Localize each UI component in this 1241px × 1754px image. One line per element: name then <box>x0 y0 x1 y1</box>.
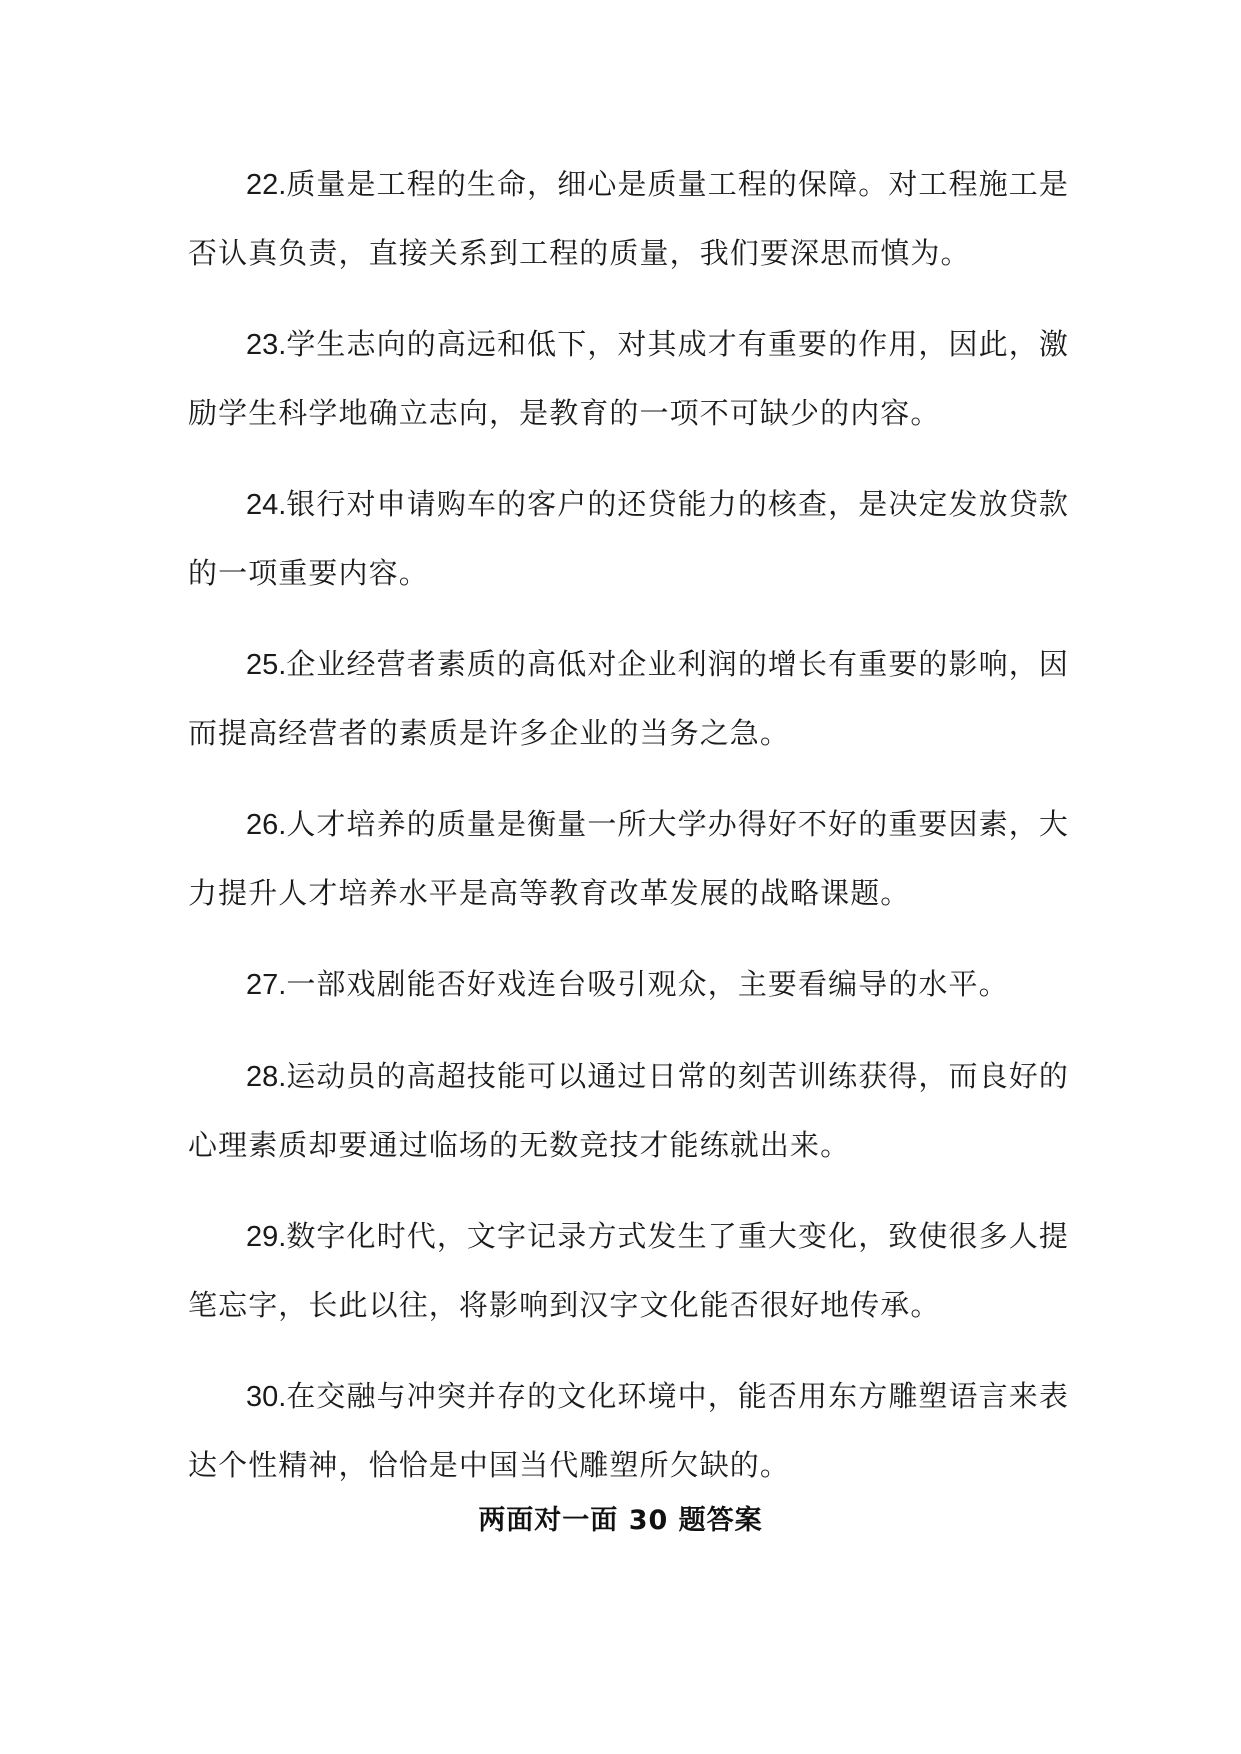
question-number: 28. <box>246 1061 287 1093</box>
question-number: 23. <box>246 329 287 361</box>
question-23 <box>188 310 1069 447</box>
question-24 <box>188 470 1069 607</box>
question-line <box>188 1042 1069 1111</box>
question-text: 运动员的高超技能可以通过日常的刻苦训练获得，而良好的 <box>286 1059 1069 1093</box>
question-line <box>188 630 1069 699</box>
question-line: 的一项重要内容。 <box>188 556 429 590</box>
question-number: 30. <box>246 1381 287 1413</box>
question-number: 25. <box>246 649 287 681</box>
question-text: 一部戏剧能否好戏连台吸引观众，主要看编导的水平。 <box>286 967 1009 1001</box>
question-line: 心理素质却要通过临场的无数竞技才能练就出来。 <box>188 1128 851 1162</box>
question-line: 力提升人才培养水平是高等教育改革发展的战略课题。 <box>188 876 911 910</box>
question-text: 数字化时代，文字记录方式发生了重大变化，致使很多人提 <box>286 1219 1069 1253</box>
question-line: 励学生科学地确立志向，是教育的一项不可缺少的内容。 <box>188 396 941 430</box>
question-29 <box>188 1202 1069 1339</box>
question-text: 质量是工程的生命，细心是质量工程的保障。对工程施工是 <box>286 167 1069 201</box>
question-30 <box>188 1362 1069 1499</box>
question-number: 24. <box>246 489 287 521</box>
question-line: 笔忘字，长此以往，将影响到汉字文化能否很好地传承。 <box>188 1288 941 1322</box>
question-27 <box>188 950 1058 1019</box>
question-line <box>188 1362 1069 1431</box>
question-text: 学生志向的高远和低下，对其成才有重要的作用，因此，激 <box>286 327 1069 361</box>
question-line: 而提高经营者的素质是许多企业的当务之急。 <box>188 716 791 750</box>
question-number: 29. <box>246 1221 287 1253</box>
question-26 <box>188 790 1069 927</box>
question-line: 达个性精神，恰恰是中国当代雕塑所欠缺的。 <box>188 1448 791 1482</box>
question-text: 人才培养的质量是衡量一所大学办得好不好的重要因素，大 <box>286 807 1069 841</box>
question-number: 27. <box>246 969 287 1001</box>
question-22 <box>188 150 1069 287</box>
question-line: 否认真负责，直接关系到工程的质量，我们要深思而慎为。 <box>188 236 971 270</box>
answer-section-title: 两面对一面 30 题答案 <box>478 1505 763 1536</box>
question-25 <box>188 630 1069 767</box>
question-number: 26. <box>246 809 287 841</box>
question-text: 银行对申请购车的客户的还贷能力的核查，是决定发放贷款 <box>286 487 1069 521</box>
question-text: 企业经营者素质的高低对企业利润的增长有重要的影响，因 <box>286 647 1069 681</box>
question-line <box>188 1202 1069 1271</box>
question-line <box>188 470 1069 539</box>
question-number: 22. <box>246 169 287 201</box>
question-28 <box>188 1042 1069 1179</box>
question-line <box>188 310 1069 379</box>
question-line <box>188 790 1069 859</box>
question-line <box>188 950 1058 1019</box>
document-body <box>188 150 1069 1522</box>
question-line <box>188 150 1069 219</box>
question-text: 在交融与冲突并存的文化环境中，能否用东方雕塑语言来表 <box>286 1379 1069 1413</box>
